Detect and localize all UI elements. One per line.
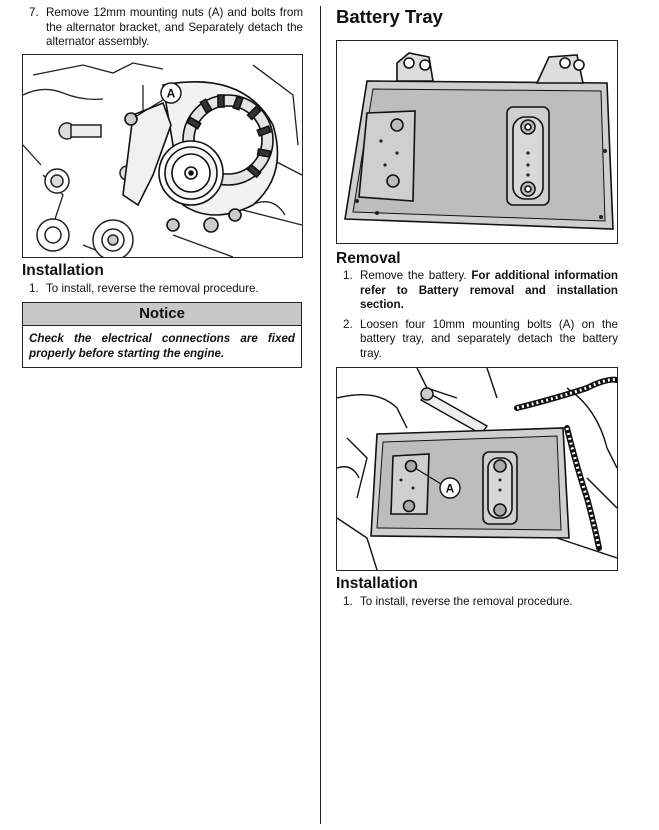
step-number: 1. — [343, 269, 353, 282]
installation-step-1 — [22, 282, 303, 297]
notice-title: Notice — [23, 303, 301, 326]
installation-heading: Installation — [22, 261, 104, 279]
step-7 — [22, 6, 303, 50]
alternator-illustration — [23, 55, 302, 257]
right-column — [336, 6, 618, 614]
battery-tray-installed-illustration — [337, 368, 617, 570]
battery-tray-illustration — [337, 41, 617, 243]
installation-heading: Installation — [336, 574, 418, 592]
step-text: Remove 12mm mounting nuts (A) and bolts from the alternator bracket, and Separately detach the alternator assembly. — [46, 6, 303, 49]
removal-step-1 — [336, 269, 618, 313]
battery-tray-installed-figure — [336, 367, 618, 571]
section-title: Battery Tray — [336, 6, 443, 27]
removal-step-2 — [336, 318, 618, 362]
alternator-figure — [22, 54, 303, 258]
step-number: 1. — [29, 281, 39, 295]
step-text — [360, 269, 618, 313]
step-text-plain: Remove the battery. — [360, 269, 467, 282]
step-text: To install, reverse the removal procedure. — [360, 594, 573, 608]
installation-step-1 — [336, 595, 618, 610]
step-text-bold: For additional information refer to Battery removal and installation section. — [360, 269, 618, 312]
step-text: Loosen four 10mm mounting bolts (A) on the battery tray, and separately detach the battery tray. — [360, 317, 618, 360]
step-text: To install, reverse the removal procedure. — [46, 281, 259, 295]
removal-steps — [336, 269, 618, 362]
notice-text: Check the electrical connections are fixed properly before starting the engine. — [29, 332, 295, 361]
removal-heading: Removal — [336, 250, 401, 267]
column-divider — [320, 6, 321, 824]
battery-tray-figure — [336, 40, 618, 244]
callout-a-label: A — [166, 86, 176, 101]
callout-a-label: A — [445, 481, 455, 496]
step-number: 7. — [29, 6, 39, 19]
left-column — [22, 6, 303, 368]
step-number: 2. — [343, 317, 353, 331]
step-number: 1. — [343, 594, 353, 608]
installation-steps — [22, 282, 303, 297]
removal-steps-continued — [22, 6, 303, 50]
installation-steps — [336, 595, 618, 610]
notice-box — [22, 302, 302, 368]
